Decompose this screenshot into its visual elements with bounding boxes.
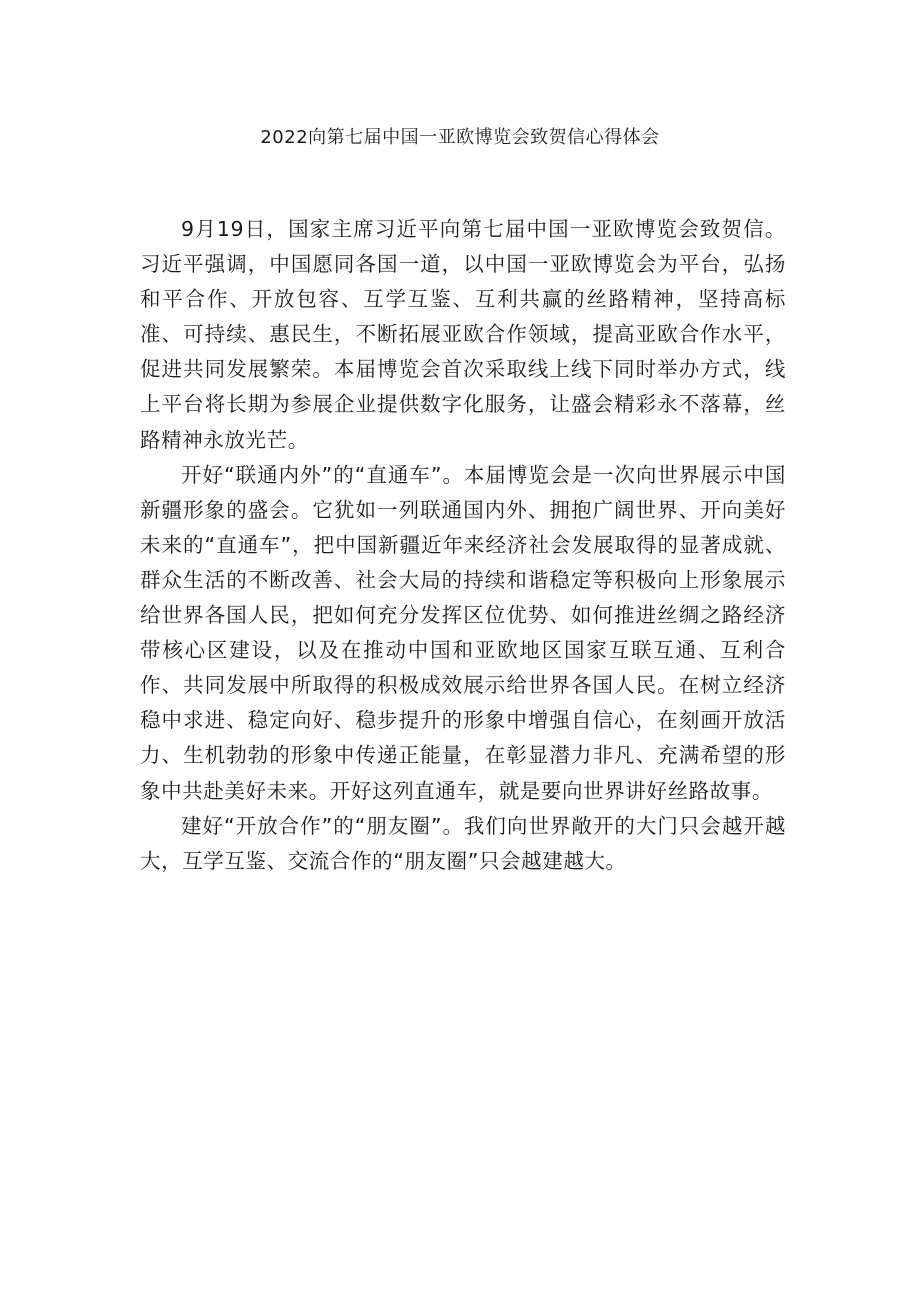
paragraph-2: 开好“联通内外”的“直通车”。本届博览会是一次向世界展示中国新疆形象的盛会。它犹如一列联通国内外、拥抱广阔世界、开向美好未来的“直通车”，把中国新疆近年来经济社会发展取得的显著成就、群众生活的不断改善、社会大局的持续和谐稳定等积极向上形象展示给世界各国人民，把如何充分发挥区位优势、如何推进丝绸之路经济带核心区建设，以及在推动中国和亚欧地区国家互联互通、互利合作、共同发展中所取得的积极成效展示给世界各国人民。在树立经济稳中求进、稳定向好、稳步提升的形象中增强自信心，在刻画开放活力、生机勃勃的形象中传递正能量，在彰显潜力非凡、充满希望的形象中共赴美好未来。开好这列直通车，就是要向世界讲好丝路故事。	[140, 462, 786, 803]
paragraph-1: 9月19日，国家主席习近平向第七届中国一亚欧博览会致贺信。习近平强调，中国愿同各国一道，以中国一亚欧博览会为平台，弘扬和平合作、开放包容、互学互鉴、互利共赢的丝路精神，坚持高标准、可持续、惠民生，不断拓展亚欧合作领域，提高亚欧合作水平，促进共同发展繁荣。本届博览会首次采取线上线下同时举办方式，线上平台将长期为参展企业提供数字化服务，让盛会精彩永不落幕，丝路精神永放光芒。	[140, 217, 786, 452]
document-body	[140, 212, 786, 879]
document-title: 2022向第七届中国一亚欧博览会致贺信心得体会	[260, 127, 660, 148]
paragraph-3: 建好“开放合作”的“朋友圈”。我们向世界敞开的大门只会越开越大，互学互鉴、交流合作的“朋友圈”只会越建越大。	[140, 813, 786, 873]
